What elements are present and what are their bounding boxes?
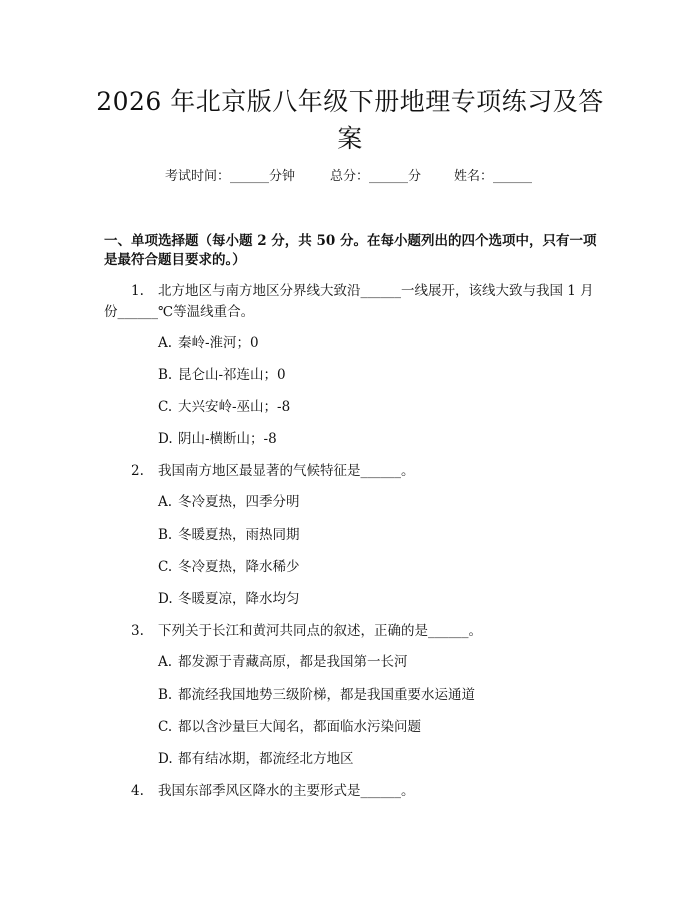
option-text: 都发源于青藏高原，都是我国第一长河	[178, 654, 408, 670]
section-heading-line-2: 是最符合题目要求的。）	[104, 252, 246, 268]
question-text-line: 北方地区与南方地区分界线大致沿______一线展开，该线大致与我国 1 月	[158, 283, 594, 299]
question-number: 2.	[131, 463, 144, 479]
question-text-line: 下列关于长江和黄河共同点的叙述，正确的是______。	[158, 623, 482, 639]
student-name-field: 姓名：______	[454, 169, 533, 184]
option-text: 都以含沙量巨大闻名，都面临水污染问题	[178, 719, 421, 735]
answer-option	[158, 749, 354, 769]
option-text: 冬暖夏凉，降水均匀	[178, 591, 300, 607]
option-text: 冬冷夏热，四季分明	[178, 494, 300, 510]
question-text-line: 我国南方地区最显著的气候特征是______。	[158, 463, 415, 479]
answer-option	[158, 397, 290, 417]
option-letter: B.	[158, 367, 173, 383]
document-title-line-1: 2026 年北京版八年级下册地理专项练习及答	[96, 87, 604, 116]
answer-option	[158, 429, 277, 449]
option-text: 冬冷夏热，降水稀少	[178, 559, 300, 575]
exam-time-field: 考试时间：______分钟	[165, 169, 296, 184]
answer-option	[158, 557, 300, 577]
answer-option	[158, 333, 259, 353]
question-number: 1.	[131, 283, 144, 299]
answer-option	[158, 365, 286, 385]
option-text: 秦岭-淮河；0	[178, 335, 259, 351]
total-score-field: 总分：______分	[330, 169, 422, 184]
question-text-line: 份______℃等温线重合。	[104, 304, 255, 320]
question-number: 4.	[131, 783, 144, 799]
option-letter: D.	[158, 431, 173, 447]
option-text: 冬暖夏热，雨热同期	[178, 527, 300, 543]
option-letter: D.	[158, 591, 173, 607]
option-text: 阴山-横断山；-8	[178, 431, 277, 447]
option-letter: C.	[158, 559, 173, 575]
option-letter: B.	[158, 527, 173, 543]
option-letter: A.	[158, 654, 173, 670]
option-text: 昆仑山-祁连山；0	[178, 367, 286, 383]
section-heading-line-1: 一、单项选择题（每小题 2 分，共 50 分。在每小题列出的四个选项中，只有一项	[104, 233, 597, 249]
option-letter: A.	[158, 494, 173, 510]
option-text: 都有结冰期，都流经北方地区	[178, 751, 354, 767]
answer-option	[158, 717, 421, 737]
option-letter: C.	[158, 719, 173, 735]
question-text-line: 我国东部季风区降水的主要形式是______。	[158, 783, 415, 799]
answer-option	[158, 652, 408, 672]
option-text: 大兴安岭-巫山；-8	[178, 399, 291, 415]
answer-option	[158, 525, 300, 545]
answer-option	[158, 685, 475, 705]
option-letter: C.	[158, 399, 173, 415]
option-letter: D.	[158, 751, 173, 767]
question-number: 3.	[131, 623, 144, 639]
option-letter: B.	[158, 687, 173, 703]
answer-option	[158, 492, 300, 512]
option-text: 都流经我国地势三级阶梯，都是我国重要水运通道	[178, 687, 475, 703]
option-letter: A.	[158, 335, 173, 351]
document-title-line-2: 案	[337, 124, 363, 153]
answer-option	[158, 589, 300, 609]
